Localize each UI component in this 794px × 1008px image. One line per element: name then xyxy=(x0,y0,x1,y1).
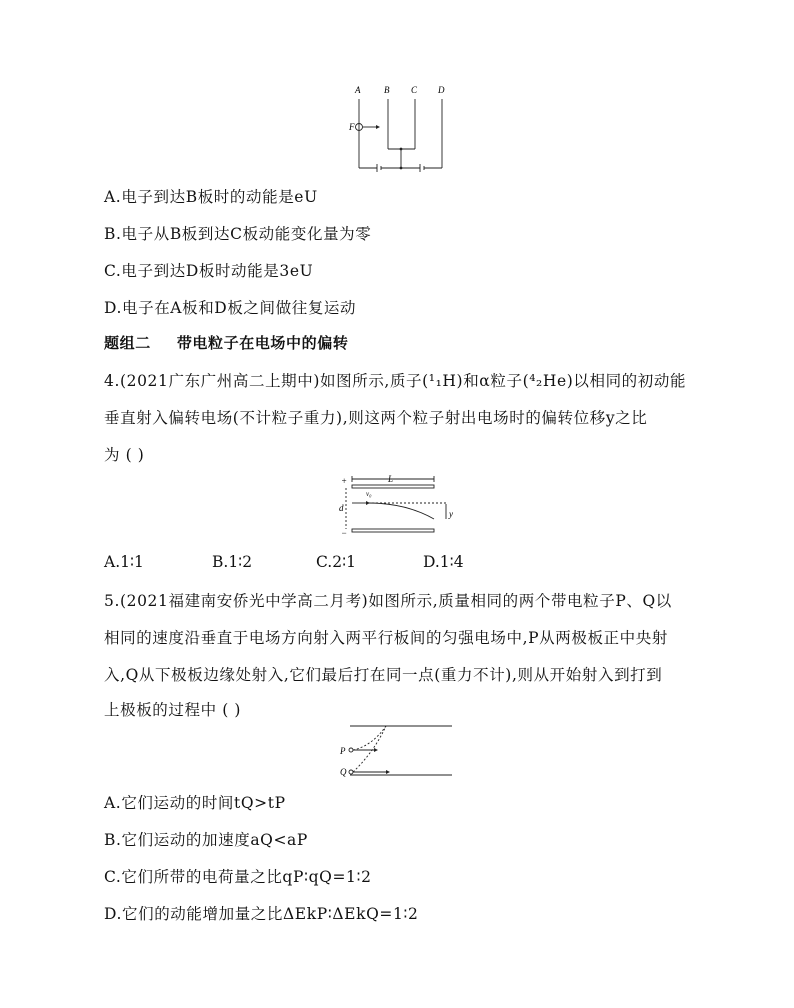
q4-line-2: 垂直射入偏转电场(不计粒子重力),则这两个粒子射出电场时的偏转位移y之比 xyxy=(104,409,648,427)
label-c: C xyxy=(411,85,418,95)
figure-pq-particles xyxy=(336,722,456,780)
label-plus: + xyxy=(341,476,348,486)
label-p: P xyxy=(340,746,346,756)
label-q: Q xyxy=(340,767,347,777)
q3-option-d: D.电子在A板和D板之间做往复运动 xyxy=(104,299,357,317)
q4-line-3: 为 ( ) xyxy=(104,446,145,464)
q4-option-d: D.1∶4 xyxy=(423,553,464,571)
label-l: L xyxy=(388,474,394,484)
q5-option-a: A.它们运动的时间tQ>tP xyxy=(104,794,286,812)
q5-line-2: 相同的速度沿垂直于电场方向射入两平行板间的匀强电场中,P从两极板正中央射 xyxy=(104,629,668,647)
figure-plates-abcd xyxy=(340,82,460,177)
q4-option-a: A.1∶1 xyxy=(104,553,144,571)
q5-line-1: 5.(2021福建南安侨光中学高二月考)如图所示,质量相同的两个带电粒子P、Q以 xyxy=(104,592,672,610)
q4-option-c: C.2∶1 xyxy=(316,553,356,571)
label-b: B xyxy=(384,85,390,95)
label-d: D xyxy=(438,85,445,95)
label-a: A xyxy=(355,85,361,95)
q5-line-3: 入,Q从下极板边缘处射入,它们最后打在同一点(重力不计),则从开始射入到打到 xyxy=(104,666,663,684)
figure-deflection-field xyxy=(338,473,460,539)
section-label: 题组二 xyxy=(104,334,151,352)
q4-line-1: 4.(2021广东广州高二上期中)如图所示,质子(¹₁H)和α粒子(⁴₂He)以相同的初动能 xyxy=(104,372,687,390)
q5-option-c: C.它们所带的电荷量之比qP∶qQ=1∶2 xyxy=(104,868,372,886)
q4-option-b: B.1∶2 xyxy=(212,553,253,571)
q3-option-c: C.电子到达D板时动能是3eU xyxy=(104,262,314,280)
label-y: y xyxy=(449,509,453,519)
label-minus: − xyxy=(341,528,348,538)
q3-option-a: A.电子到达B板时的动能是eU xyxy=(104,188,318,206)
q5-line-4: 上极板的过程中 ( ) xyxy=(104,701,242,719)
q5-option-d: D.它们的动能增加量之比ΔEkP∶ΔEkQ=1∶2 xyxy=(104,905,419,923)
q3-option-b: B.电子从B板到达C板动能变化量为零 xyxy=(104,225,372,243)
section-heading xyxy=(104,332,348,353)
section-title: 带电粒子在电场中的偏转 xyxy=(176,334,349,352)
label-d: d xyxy=(339,503,344,513)
q5-option-b: B.它们运动的加速度aQ<aP xyxy=(104,831,308,849)
label-v0: v₀ xyxy=(366,490,372,498)
label-f: F xyxy=(349,122,355,132)
